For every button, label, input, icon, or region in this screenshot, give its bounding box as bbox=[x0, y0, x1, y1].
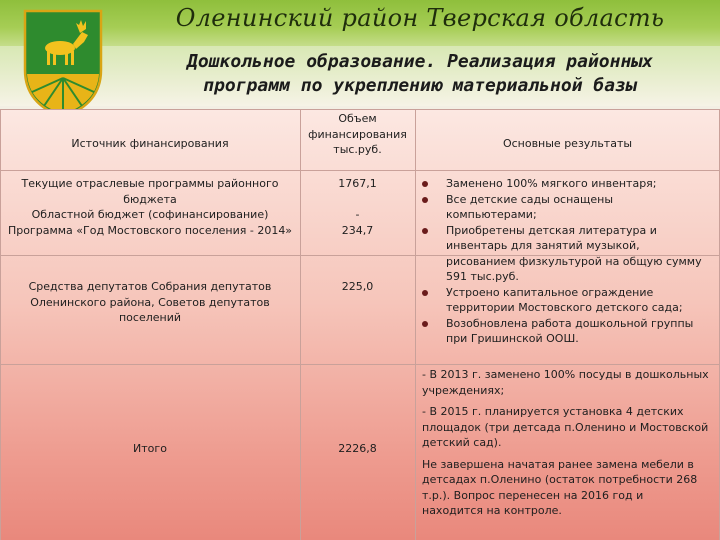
header-results: Основные результаты bbox=[502, 137, 633, 150]
table-row-divider bbox=[0, 109, 720, 110]
bullet-icon bbox=[422, 228, 428, 234]
source-cell: Областной бюджет (софинансирование) bbox=[31, 208, 269, 221]
header-volume: Объем финансирования тыс.руб. bbox=[308, 112, 407, 156]
list-item: Заменено 100% мягкого инвентаря; bbox=[420, 176, 718, 192]
source-cell: Средства депутатов Собрания депутатов bbox=[28, 280, 272, 293]
list-item: Приобретены детская литература и инвентарь для занятий музыкой, рисованием физкультурой на общую сумму 591 тыс.руб. bbox=[420, 223, 718, 285]
bullet-icon bbox=[422, 181, 428, 187]
note-paragraph: - В 2013 г. заменено 100% посуды в дошкольных учреждениях; bbox=[422, 368, 709, 397]
slide-title-line-2: программ по укреплению материальной базы bbox=[203, 75, 637, 96]
volume-cell: 234,7 bbox=[341, 224, 374, 237]
volume-cell: - bbox=[355, 208, 360, 221]
list-item: Возобновлена работа дошкольной группы при Гришинской ООШ. bbox=[420, 316, 718, 347]
table-column-divider bbox=[415, 109, 416, 540]
table-row: Текущие отраслевые программы районного бюджета Областной бюджет (софинансирование) Программа «Год Мостовского поселения - 2014» bbox=[0, 176, 300, 238]
list-item: Все детские сады оснащены компьютерами; bbox=[420, 192, 718, 223]
total-value: 2226,8 bbox=[338, 442, 377, 455]
results-notes bbox=[422, 367, 718, 525]
table-row-divider bbox=[0, 170, 720, 171]
coat-of-arms-icon bbox=[22, 8, 104, 120]
results-list bbox=[420, 176, 718, 347]
slide-title-line-1: Дошкольное образование. Реализация районных bbox=[187, 51, 653, 72]
list-item: Устроено капитальное ограждение территории Мостовского детского сада; bbox=[420, 285, 718, 316]
source-cell: Программа «Год Мостовского поселения - 2014» bbox=[7, 223, 293, 237]
volume-cell: 1767,1 bbox=[338, 177, 377, 190]
region-title: Оленинский район Тверская область bbox=[175, 4, 665, 32]
slide-title bbox=[120, 50, 720, 98]
total-label: Итого bbox=[133, 442, 167, 455]
note-paragraph: - В 2015 г. планируется установка 4 детских площадок (три детсада п.Оленино и Мостовской детский сад). bbox=[422, 405, 709, 449]
table-row: Средства депутатов Собрания депутатов Оленинского района, Советов депутатов поселений bbox=[0, 279, 300, 326]
source-cell: Текущие отраслевые программы районного bbox=[21, 177, 279, 190]
bullet-icon bbox=[422, 321, 428, 327]
header-source: Источник финансирования bbox=[71, 137, 229, 150]
note-paragraph: Не завершена начатая ранее замена мебели в детсадах п.Оленино (остаток потребности 268 т.р.). Вопрос перенесен на 2016 год и находится на контроле. bbox=[422, 457, 698, 517]
table-column-divider bbox=[300, 109, 301, 540]
table-row-divider bbox=[0, 364, 720, 365]
bullet-icon bbox=[422, 197, 428, 203]
volume-cell: 225,0 bbox=[341, 280, 374, 293]
bullet-icon bbox=[422, 290, 428, 296]
funding-table bbox=[0, 109, 720, 540]
